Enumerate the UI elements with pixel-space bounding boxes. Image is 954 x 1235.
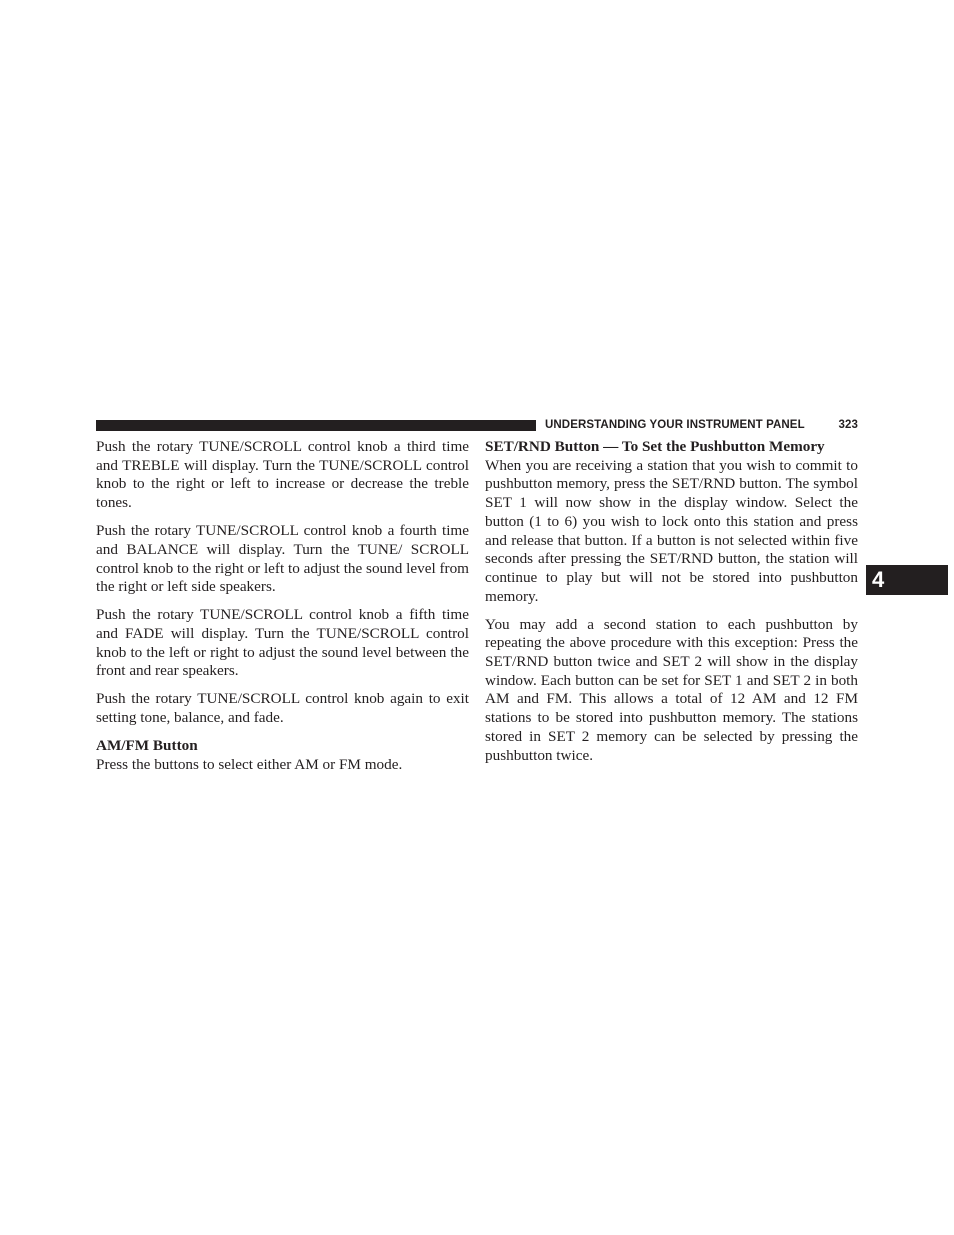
section-title: UNDERSTANDING YOUR INSTRUMENT PANEL: [545, 419, 805, 431]
fade-paragraph: Push the rotary TUNE/SCROLL control knob a fifth time and FADE will display. Turn the TUNE/SCROLL control knob to the left or right to adjust the sound level between the front and rear speakers.: [96, 606, 469, 680]
right-column: [485, 438, 858, 775]
exit-paragraph: Push the rotary TUNE/SCROLL control knob again to exit setting tone, balance, and fade.: [96, 690, 469, 727]
page-number: 323: [838, 419, 858, 431]
running-header: [545, 417, 858, 433]
balance-paragraph: Push the rotary TUNE/SCROLL control knob a fourth time and BALANCE will display. Turn the TUNE/ SCROLL control knob to the right or left to adjust the sound level from the right or left side speakers.: [96, 522, 469, 596]
set-rnd-heading: SET/RND Button — To Set the Pushbutton Memory: [485, 438, 825, 455]
set-rnd-paragraph: When you are receiving a station that you wish to commit to pushbutton memory, press the SET/RND button. The symbol SET 1 will now show in the display window. Select the button (1 to 6) you wish to lock onto this station and press and release that button. If a button is not selected within five seconds after pressing the SET/RND button, the station will continue to play but will not be stored into pushbutton memory.: [485, 456, 858, 605]
treble-paragraph: Push the rotary TUNE/SCROLL control knob a third time and TREBLE will display. Turn the TUNE/SCROLL control knob to the right or left to increase or decrease the treble tones.: [96, 438, 469, 512]
second-station-paragraph: You may add a second station to each pushbutton by repeating the above procedure with this exception: Press the SET/RND button twice and SET 2 will show in the display window. Each button can be set for SET 1 and SET 2 in both AM and FM. This allows a total of 12 AM and 12 FM stations to be stored into pushbutton memory. The stations stored in SET 2 memory can be selected by pressing the pushbutton twice.: [485, 615, 858, 764]
amfm-heading: AM/FM Button: [96, 737, 198, 755]
chapter-tab: 4: [866, 565, 948, 595]
header-rule: [96, 420, 536, 431]
left-column: [96, 438, 469, 784]
amfm-paragraph: Press the buttons to select either AM or FM mode.: [96, 755, 403, 773]
